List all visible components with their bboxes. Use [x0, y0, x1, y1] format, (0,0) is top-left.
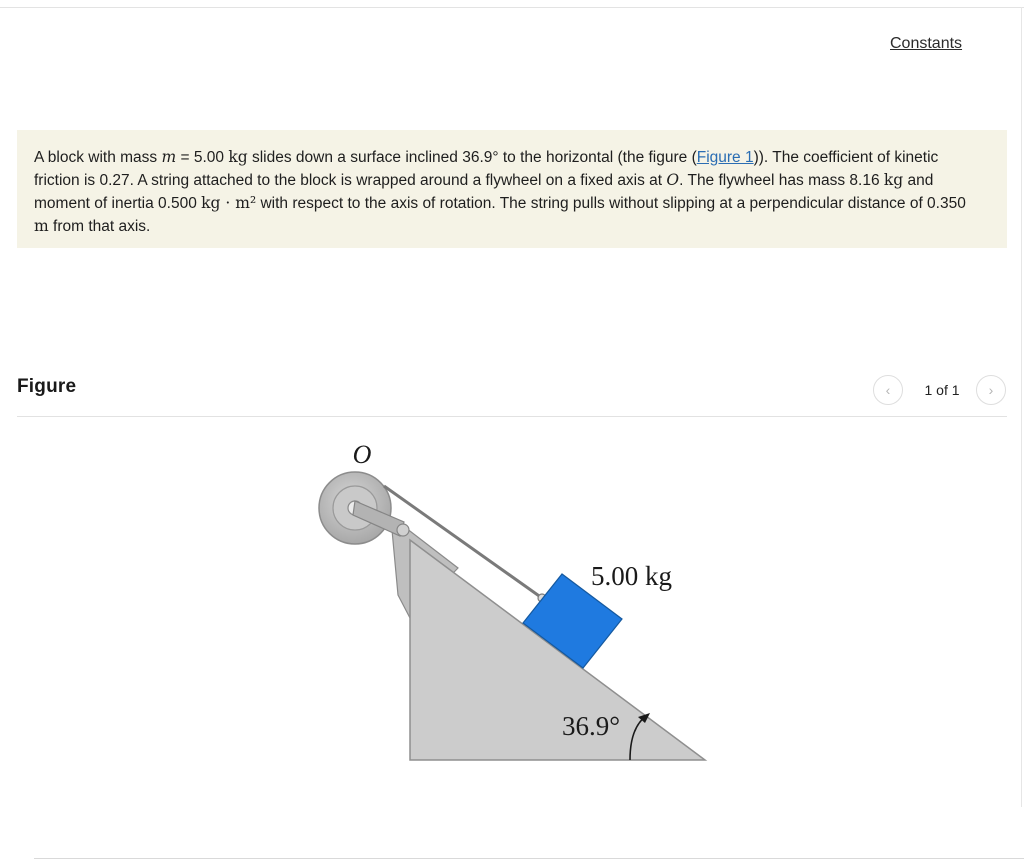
mass-label: 5.00 kg — [591, 561, 672, 591]
problem-text-3: slides down a surface inclined 36.9° to the horizontal (the figure ( — [247, 149, 697, 166]
arm-pivot — [397, 524, 409, 536]
problem-text-2: = 5.00 — [176, 149, 229, 166]
problem-text-7: with respect to the axis of rotation. The string pulls without slipping at a perpendicular distance of 0.350 — [256, 195, 966, 212]
bottom-divider — [34, 858, 1024, 859]
constants-link[interactable]: Constants — [890, 35, 963, 52]
angle-label: 36.9° — [562, 711, 621, 741]
axis-label: O — [352, 440, 372, 469]
previous-figure-button[interactable] — [873, 375, 903, 405]
problem-text-8: from that axis. — [48, 218, 151, 235]
problem-text-6: and moment of inertia 0.500 — [34, 172, 934, 212]
incline-flywheel-diagram — [300, 430, 720, 775]
problem-text-1: A block with mass — [34, 149, 162, 166]
kg-unit: kg — [228, 148, 248, 166]
meter-unit: m — [34, 217, 49, 235]
figure-title: Figure — [17, 376, 77, 397]
problem-statement — [17, 130, 1007, 248]
mass-symbol: m — [161, 148, 177, 166]
top-divider — [0, 7, 1024, 8]
axis-symbol: O — [666, 171, 680, 189]
chevron-left-icon: ‹ — [885, 382, 891, 398]
problem-text-4: )). The coefficient of kinetic friction is 0.27. A string attached to the block is wrapped around a flywheel on a fixed axis at — [34, 149, 939, 189]
right-divider — [1021, 7, 1022, 807]
figure-1-link[interactable]: Figure 1 — [696, 149, 754, 166]
inertia-unit: kg · m² — [201, 194, 257, 212]
pager-label: 1 of 1 — [924, 382, 960, 398]
next-figure-button[interactable] — [976, 375, 1006, 405]
problem-text-5: . The flywheel has mass 8.16 — [679, 172, 884, 189]
chevron-right-icon: › — [988, 382, 994, 398]
figure-pager — [873, 375, 1007, 405]
kg-unit: kg — [883, 171, 904, 189]
figure-divider — [17, 416, 1007, 417]
